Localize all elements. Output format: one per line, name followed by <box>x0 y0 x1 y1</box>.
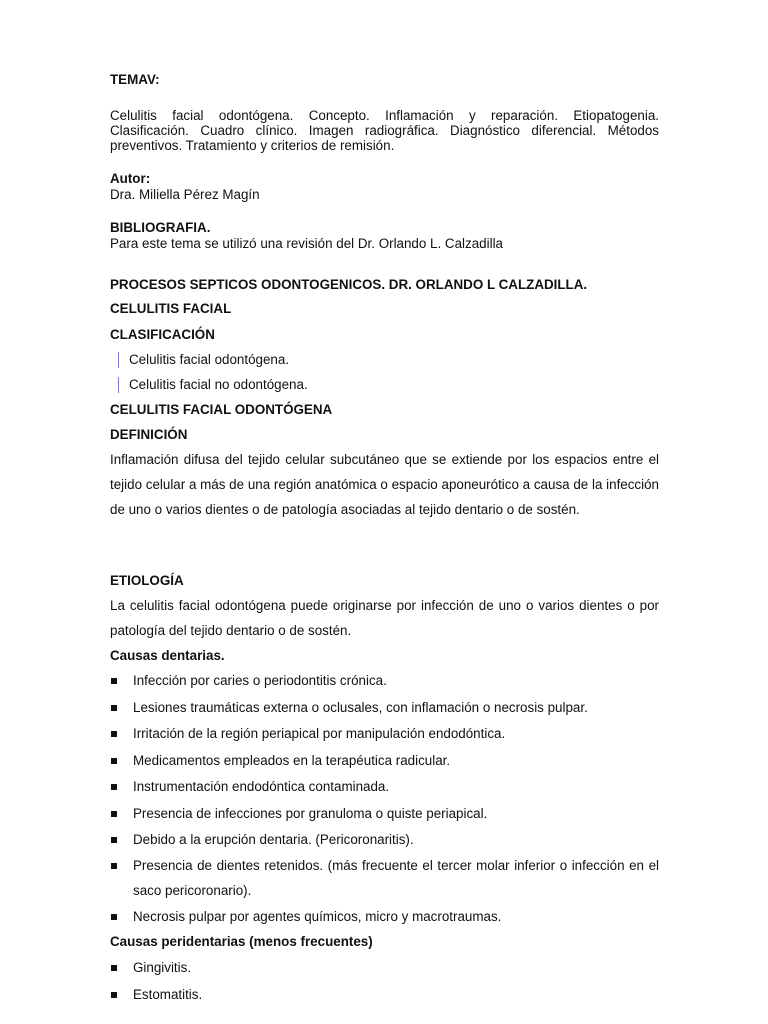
list-item-text: Lesiones traumáticas externa o oclusales, con inflamación o necrosis pulpar. <box>133 700 588 715</box>
square-bullet-icon <box>111 992 117 998</box>
list-item-text: Debido a la erupción dentaria. (Pericoronaritis). <box>133 832 414 847</box>
list-item <box>110 955 670 980</box>
square-bullet-icon <box>111 678 117 684</box>
square-bullet-icon <box>111 758 117 764</box>
list-item <box>110 774 670 799</box>
list-item-text: Necrosis pulpar por agentes químicos, micro y macrotraumas. <box>133 909 502 924</box>
tema-text: Celulitis facial odontógena. Concepto. Inflamación y reparación. Etiopatogenia. Clasificación. Cuadro clínico. Imagen radiográfica. Diagnóstico diferencial. Métodos preventivos. Tratamiento y criterios de remisión. <box>110 108 659 154</box>
square-bullet-icon <box>111 784 117 790</box>
list-item <box>110 982 670 1007</box>
causas-peridentarias-heading: Causas peridentarias (menos frecuentes) <box>110 934 373 949</box>
list-item <box>110 721 670 746</box>
autor-label: Autor: <box>110 171 151 186</box>
list-item <box>110 801 670 826</box>
square-bullet-icon <box>111 914 117 920</box>
bibliografia-text: Para este tema se utilizó una revisión del Dr. Orlando L. Calzadilla <box>110 236 503 251</box>
tema-label: TEMAV: <box>110 72 160 87</box>
causas-dentarias-heading: Causas dentarias. <box>110 648 225 663</box>
list-item <box>110 904 670 929</box>
square-bullet-icon <box>111 731 117 737</box>
bullet-icon: │ <box>115 352 124 367</box>
square-bullet-icon <box>111 837 117 843</box>
list-item-text: Irritación de la región periapical por manipulación endodóntica. <box>133 726 506 741</box>
list-item <box>110 347 670 372</box>
clasificacion-heading: CLASIFICACIÓN <box>110 327 215 342</box>
celulitis-heading: CELULITIS FACIAL <box>110 301 232 316</box>
etiologia-text: La celulitis facial odontógena puede originarse por infección de uno o varios dientes o por patología del tejido dentario o de sostén. <box>110 598 659 638</box>
odontogena-heading: CELULITIS FACIAL ODONTÓGENA <box>110 402 333 417</box>
list-item-text: Gingivitis. <box>133 960 192 975</box>
list-item <box>110 668 670 693</box>
list-item-text: Instrumentación endodóntica contaminada. <box>133 779 390 794</box>
list-item <box>110 853 670 903</box>
list-item-text: Infección por caries o periodontitis crónica. <box>133 673 387 688</box>
list-item <box>110 827 670 852</box>
definicion-heading: DEFINICIÓN <box>110 427 188 442</box>
list-item-text: Presencia de infecciones por granuloma o quiste periapical. <box>133 806 488 821</box>
list-item <box>110 695 670 720</box>
square-bullet-icon <box>111 811 117 817</box>
list-item-text: Celulitis facial odontógena. <box>129 352 290 367</box>
procesos-heading: PROCESOS SEPTICOS ODONTOGENICOS. DR. ORLANDO L CALZADILLA. <box>110 277 588 292</box>
list-item <box>110 748 670 773</box>
etiologia-heading: ETIOLOGÍA <box>110 573 184 588</box>
list-item-text: Presencia de dientes retenidos. (más frecuente el tercer molar inferior o infección en el saco pericoronario). <box>133 858 659 898</box>
list-item-text: Estomatitis. <box>133 987 203 1002</box>
list-item-text: Medicamentos empleados en la terapéutica radicular. <box>133 753 451 768</box>
bibliografia-label: BIBLIOGRAFIA. <box>110 220 211 235</box>
list-item-text: Celulitis facial no odontógena. <box>129 377 308 392</box>
square-bullet-icon <box>111 705 117 711</box>
square-bullet-icon <box>111 863 117 869</box>
autor-name: Dra. Miliella Pérez Magín <box>110 187 260 202</box>
square-bullet-icon <box>111 965 117 971</box>
definicion-text: Inflamación difusa del tejido celular subcutáneo que se extiende por los espacios entre el tejido celular a más de una región anatómica o espacio aponeurótico a causa de la infección de uno o varios dientes o de patología asociadas al tejido dentario o de sostén. <box>110 452 659 517</box>
list-item <box>110 372 670 397</box>
bullet-icon: │ <box>115 377 124 392</box>
